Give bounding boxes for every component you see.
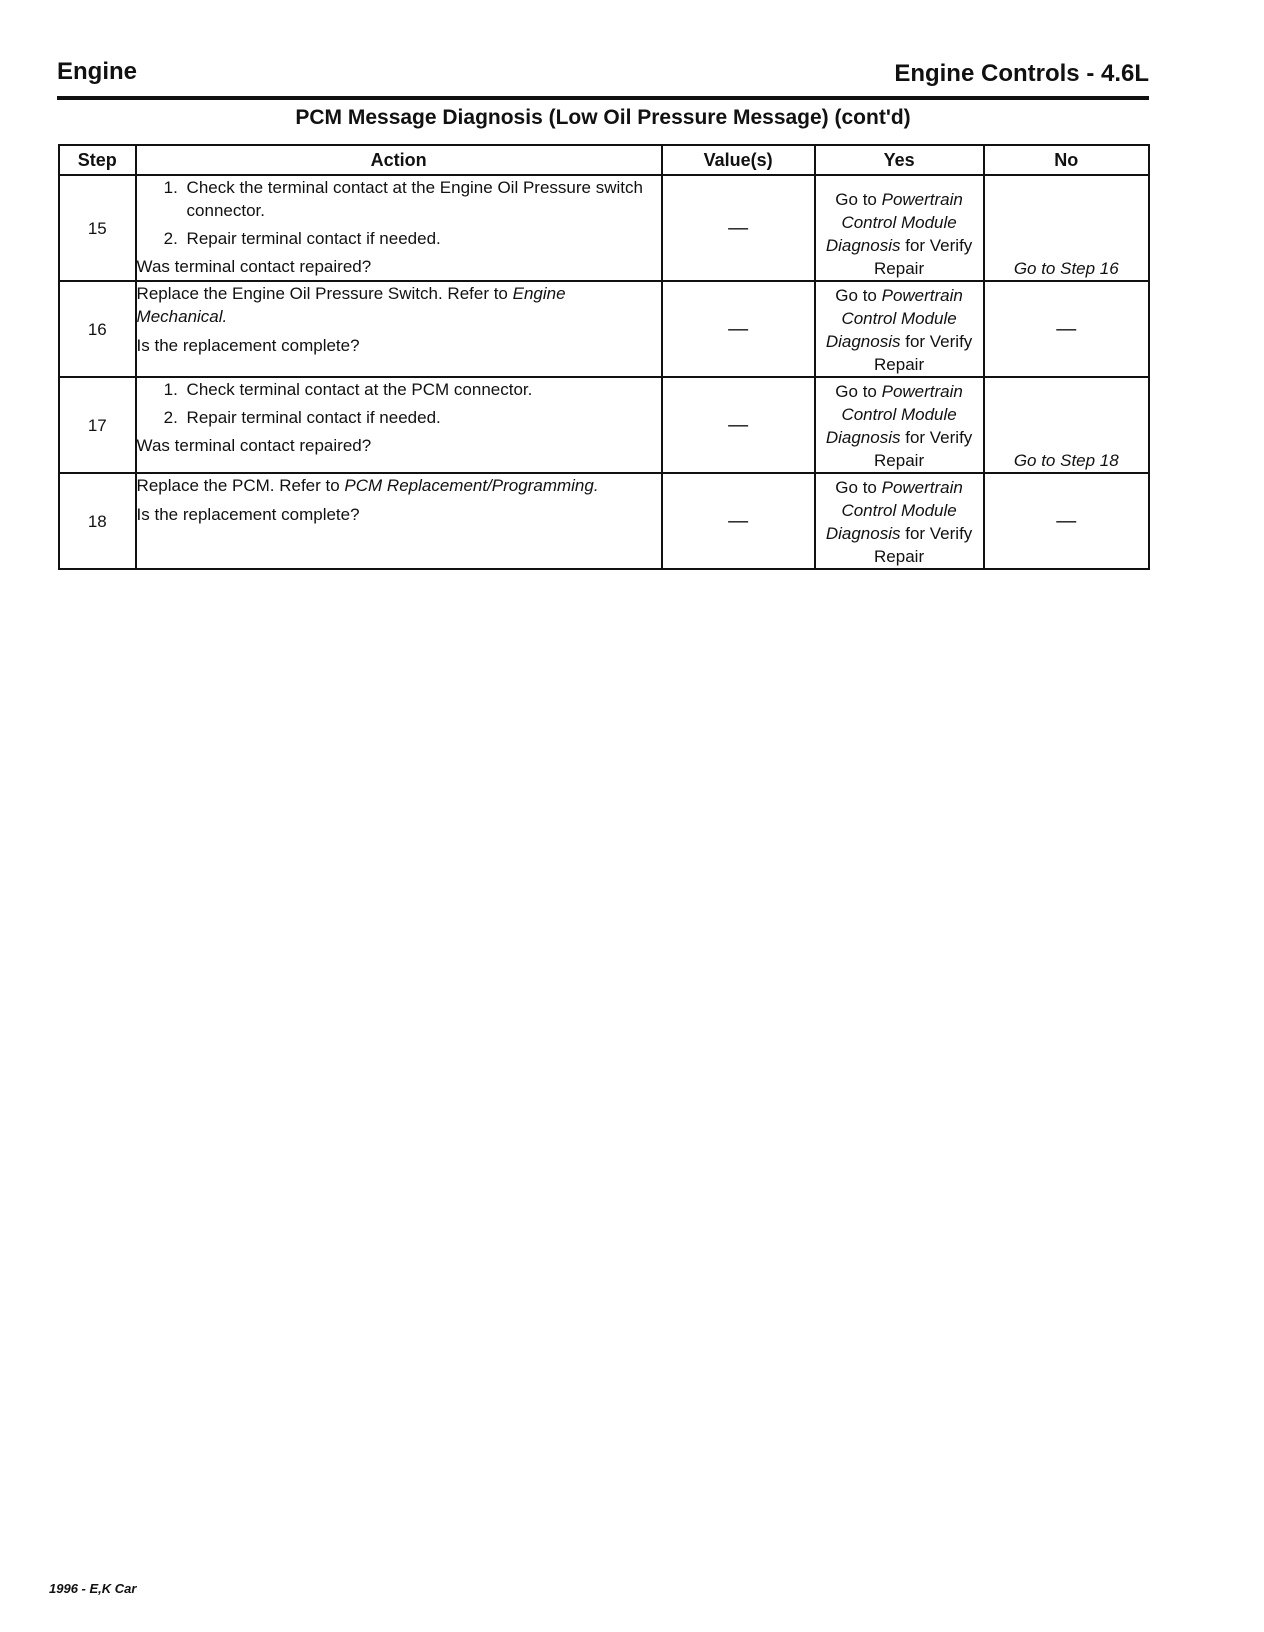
step-number: 15	[59, 175, 136, 281]
action-cell	[136, 175, 662, 281]
no-cell: —	[984, 281, 1149, 377]
value-cell: —	[662, 175, 815, 281]
column-header-yes: Yes	[815, 145, 984, 175]
column-header-values: Value(s)	[662, 145, 815, 175]
yes-reference: Powertrain Control Module Diagnosis	[825, 190, 963, 255]
action-text-prefix: Replace the PCM. Refer to	[136, 476, 345, 495]
action-item: 1. Check the terminal contact at the Engine Oil Pressure switch connector.	[183, 176, 661, 222]
yes-text-suffix: for Verify Repair	[874, 428, 973, 470]
step-number: 18	[59, 473, 136, 569]
table-header-row	[59, 145, 1149, 175]
action-item: 1. Check terminal contact at the PCM connector.	[183, 378, 661, 401]
step-number: 17	[59, 377, 136, 473]
yes-reference: Powertrain Control Module Diagnosis	[825, 286, 963, 351]
yes-text-prefix: Go to	[835, 382, 882, 401]
action-list	[137, 378, 661, 429]
action-cell	[136, 473, 662, 569]
column-header-step: Step	[59, 145, 136, 175]
action-question: Is the replacement complete?	[136, 505, 360, 524]
action-item: 2. Repair terminal contact if needed.	[183, 406, 661, 429]
yes-cell	[815, 175, 984, 281]
action-cell	[136, 377, 662, 473]
step-number: 16	[59, 281, 136, 377]
action-list	[137, 176, 661, 250]
value-cell: —	[662, 281, 815, 377]
action-question: Is the replacement complete?	[136, 336, 360, 355]
diagnosis-table	[58, 144, 1150, 570]
yes-reference: Powertrain Control Module Diagnosis	[825, 382, 963, 447]
action-text	[137, 474, 661, 497]
yes-text-prefix: Go to	[835, 478, 882, 497]
yes-cell	[815, 473, 984, 569]
page-header	[57, 56, 1149, 100]
page-title: PCM Message Diagnosis (Low Oil Pressure Message) (cont'd)	[295, 106, 911, 129]
no-reference: Go to Step 18	[1013, 451, 1119, 470]
yes-reference: Powertrain Control Module Diagnosis	[825, 478, 963, 543]
chapter-name: Engine Controls - 4.6L	[894, 60, 1149, 87]
value-cell: —	[662, 377, 815, 473]
yes-text-prefix: Go to	[835, 190, 882, 209]
value-cell: —	[662, 473, 815, 569]
section-name: Engine	[57, 58, 138, 85]
no-reference: Go to Step 16	[1013, 259, 1119, 278]
yes-text-suffix: for Verify Repair	[874, 236, 973, 278]
table-row	[59, 473, 1149, 569]
yes-cell	[815, 377, 984, 473]
yes-cell	[815, 281, 984, 377]
column-header-action: Action	[136, 145, 662, 175]
table-row	[59, 281, 1149, 377]
yes-text-prefix: Go to	[835, 286, 882, 305]
action-text-prefix: Replace the Engine Oil Pressure Switch. Refer to	[136, 284, 513, 303]
action-cell	[136, 281, 662, 377]
action-item: 2. Repair terminal contact if needed.	[183, 227, 661, 250]
table-row	[59, 377, 1149, 473]
no-cell: —	[984, 473, 1149, 569]
yes-text-suffix: for Verify Repair	[874, 332, 973, 374]
action-reference: PCM Replacement/Programming.	[344, 476, 599, 495]
action-text	[137, 282, 661, 328]
action-question: Was terminal contact repaired?	[136, 257, 372, 276]
no-cell	[984, 175, 1149, 281]
page-footer: 1996 - E,K Car	[49, 1581, 137, 1596]
table-row	[59, 175, 1149, 281]
action-question: Was terminal contact repaired?	[136, 436, 372, 455]
action-reference: Engine Mechanical.	[136, 284, 566, 326]
yes-text-suffix: for Verify Repair	[874, 524, 973, 566]
no-cell	[984, 377, 1149, 473]
column-header-no: No	[984, 145, 1149, 175]
